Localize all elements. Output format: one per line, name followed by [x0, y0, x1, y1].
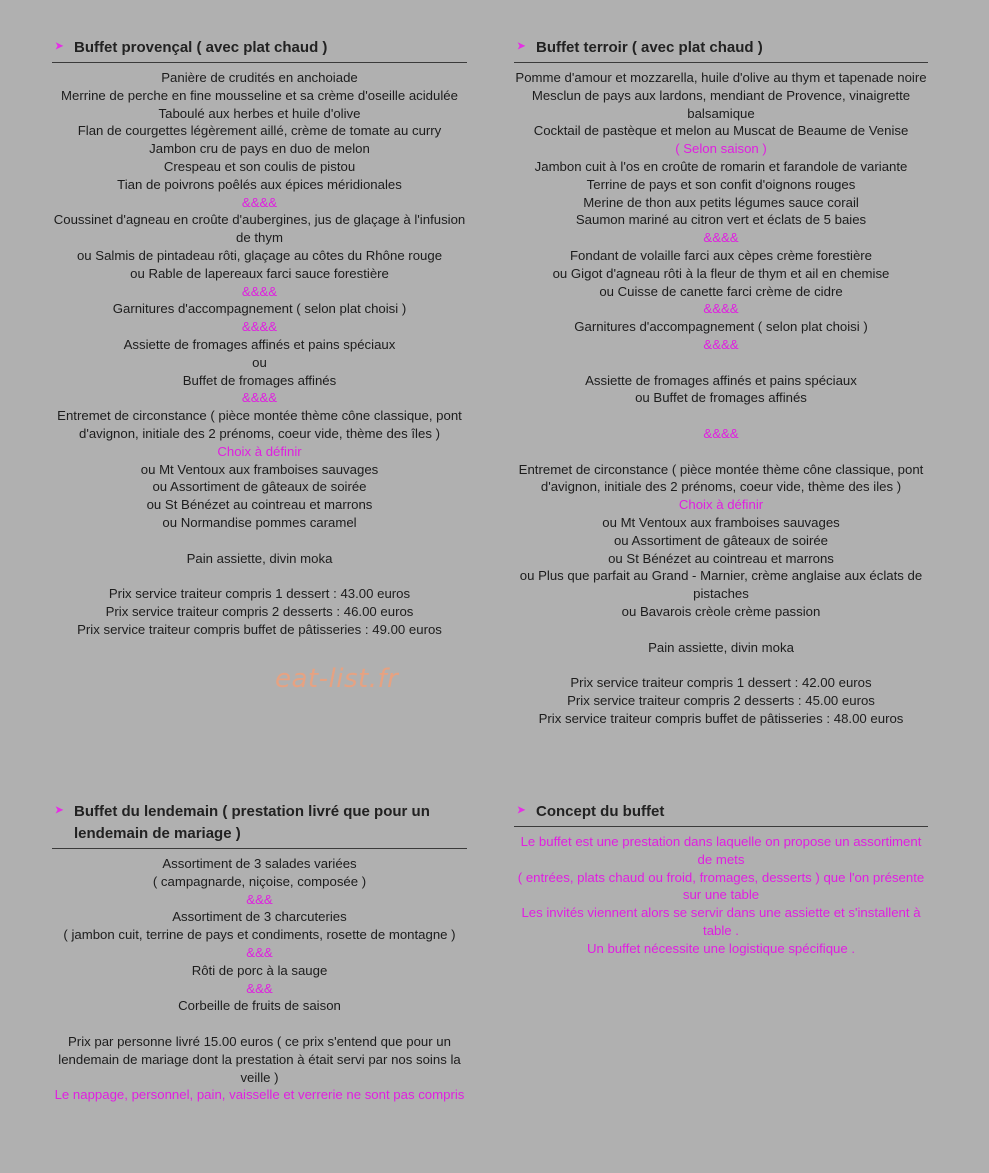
- menu-line: ou Assortiment de gâteaux de soirée: [152, 479, 367, 495]
- menu-line: ( campagnarde, niçoise, composée ): [152, 873, 367, 889]
- separator-ornament: &&&: [246, 944, 273, 960]
- menu-line: Buffet de fromages affinés: [182, 372, 337, 388]
- separator-ornament: &&&&: [241, 390, 278, 406]
- menu-line: ou Rable de lapereaux farci sauce forestière: [130, 265, 389, 281]
- blank-line: [514, 407, 928, 425]
- menu-line: Assiette de fromages affinés et pains spéciaux: [123, 336, 396, 352]
- arrow-right-icon: ➤: [517, 805, 526, 816]
- menu-line: ou Gigot d'agneau rôti à la fleur de thym et ail en chemise: [552, 265, 890, 281]
- menu-line: Cocktail de pastèque et melon au Muscat de Beaume de Venise: [533, 123, 909, 139]
- section-title: [514, 37, 928, 63]
- blank-line: [514, 443, 928, 461]
- menu-line: ou St Bénézet au cointreau et marrons: [146, 497, 373, 513]
- blank-line: [52, 1015, 467, 1033]
- separator-ornament: &&&&: [241, 283, 278, 299]
- separator-ornament: &&&&: [703, 336, 739, 352]
- menu-line: ou Cuisse de canette farci crème de cidre: [599, 283, 843, 299]
- menu-line: Rôti de porc à la sauge: [191, 962, 328, 978]
- menu-line: ou Bavarois crèole crème passion: [621, 603, 821, 619]
- menu-line: ou Plus que parfait au Grand - Marnier, crème anglaise aux éclats de pistaches: [519, 568, 923, 602]
- menu-line: Entremet de circonstance ( pièce montée thème cône classique, pont d'avignon, initiale des 2 prénoms, coeur vide, thème des iles ): [518, 461, 924, 495]
- arrow-right-icon: ➤: [55, 805, 64, 816]
- menu-line: Un buffet nécessite une logistique spécifique .: [586, 940, 856, 956]
- menu-line: ou Assortiment de gâteaux de soirée: [613, 532, 829, 548]
- menu-line: Panière de crudités en anchoiade: [161, 70, 358, 85]
- section-title-text: Buffet provençal ( avec plat chaud ): [74, 39, 328, 56]
- menu-line: Assiette de fromages affinés et pains spéciaux: [585, 372, 857, 388]
- menu-line: Assortiment de 3 salades variées: [162, 856, 357, 871]
- separator-ornament: &&&&: [241, 319, 278, 335]
- menu-line: ( jambon cuit, terrine de pays et condiments, rosette de montagne ): [63, 927, 456, 943]
- menu-line: Assortiment de 3 charcuteries: [172, 909, 347, 925]
- menu-line: Garnitures d'accompagnement ( selon plat choisi ): [112, 301, 407, 317]
- blank-line: [514, 656, 928, 674]
- menu-line: Choix à définir: [678, 497, 764, 513]
- menu-line: Prix service traiteur compris 1 dessert : 43.00 euros: [108, 586, 411, 602]
- menu-list: [514, 69, 928, 727]
- concept-text: [514, 833, 928, 958]
- section-title-text: Concept du buffet: [536, 803, 665, 820]
- menu-line: Jambon cuit à l'os en croûte de romarin et farandole de variante: [534, 158, 908, 174]
- separator-ornament: &&&&: [703, 425, 739, 441]
- section-title: [514, 801, 928, 827]
- arrow-right-icon: ➤: [55, 41, 64, 52]
- menu-list: [52, 855, 467, 1104]
- menu-line: Prix service traiteur compris buffet de pâtisseries : 49.00 euros: [77, 621, 442, 637]
- menu-line: Pain assiette, divin moka: [648, 639, 794, 655]
- menu-line: Les invités viennent alors se servir dans une assiette et s'installent à table .: [521, 905, 921, 938]
- menu-line: Choix à définir: [217, 443, 302, 459]
- blank-line: [52, 532, 467, 550]
- menu-list: [52, 69, 467, 639]
- section-buffet-lendemain: [52, 801, 467, 1104]
- menu-line: Prix service traiteur compris 2 desserts : 45.00 euros: [567, 692, 875, 708]
- menu-line: ou Mt Ventoux aux framboises sauvages: [602, 514, 840, 530]
- menu-line: ( Selon saison ): [675, 141, 767, 157]
- menu-line: Taboulé aux herbes et huile d'olive: [158, 105, 361, 121]
- arrow-right-icon: ➤: [517, 41, 526, 52]
- menu-line: Fondant de volaille farci aux cèpes crème forestière: [570, 247, 872, 263]
- menu-line: Coussinet d'agneau en croûte d'aubergines, jus de glaçage à l'infusion de thym: [53, 212, 466, 246]
- separator-ornament: &&&: [246, 980, 273, 996]
- blank-line: [514, 621, 928, 639]
- menu-line: ( entrées, plats chaud ou froid, fromages, desserts ) que l'on présente sur une table: [517, 869, 925, 903]
- menu-line: Corbeille de fruits de saison: [178, 998, 341, 1014]
- section-title: [52, 37, 467, 63]
- section-buffet-terroir: [514, 37, 928, 727]
- menu-line: Garnitures d'accompagnement ( selon plat choisi ): [574, 319, 868, 335]
- section-buffet-provencal: [52, 37, 467, 639]
- menu-line: Jambon cru de pays en duo de melon: [149, 141, 370, 157]
- section-concept-du-buffet: [514, 801, 928, 958]
- menu-line: Merrine de perche en fine mousseline et sa crème d'oseille acidulée: [61, 87, 458, 103]
- section-title: [52, 801, 467, 849]
- menu-line: ou Mt Ventoux aux framboises sauvages: [140, 461, 379, 477]
- menu-line: Crespeau et son coulis de pistou: [163, 158, 356, 174]
- menu-line: ou: [252, 354, 267, 370]
- menu-line: Terrine de pays et son confit d'oignons rouges: [586, 176, 856, 192]
- menu-line: ou St Bénézet au cointreau et marrons: [608, 550, 834, 566]
- menu-line: ou Buffet de fromages affinés: [635, 390, 807, 406]
- menu-line: Prix service traiteur compris 2 desserts : 46.00 euros: [105, 603, 414, 619]
- menu-line: Prix par personne livré 15.00 euros ( ce prix s'entend que pour un lendemain de mariage dont la prestation à était servi par nos soins la veille ): [58, 1033, 461, 1085]
- section-title-text: Buffet terroir ( avec plat chaud ): [536, 39, 763, 56]
- menu-line: ou Normandise pommes caramel: [162, 514, 357, 530]
- menu-line: Saumon mariné au citron vert et éclats de 5 baies: [575, 212, 867, 228]
- menu-line: Pain assiette, divin moka: [186, 550, 333, 566]
- menu-line: Prix service traiteur compris 1 dessert : 42.00 euros: [570, 675, 872, 691]
- separator-ornament: &&&&: [703, 301, 739, 317]
- menu-line: Flan de courgettes légèrement aillé, crème de tomate au curry: [77, 123, 442, 139]
- menu-line: Merine de thon aux petits légumes sauce corail: [583, 194, 859, 210]
- watermark: eat-list.fr: [275, 664, 399, 694]
- menu-line: Mesclun de pays aux lardons, mendiant de Provence, vinaigrette balsamique: [531, 87, 911, 121]
- separator-ornament: &&&&: [241, 194, 278, 210]
- menu-line: Entremet de circonstance ( pièce montée thème cône classique, pont d'avignon, initiale des 2 prénoms, coeur vide, thème des îles ): [57, 408, 462, 441]
- menu-line: Pomme d'amour et mozzarella, huile d'olive au thym et tapenade noire: [515, 70, 927, 85]
- menu-line: Le buffet est une prestation dans laquelle on propose un assortiment de mets: [520, 834, 922, 867]
- separator-ornament: &&&&: [703, 230, 739, 246]
- section-title-text: Buffet du lendemain ( prestation livré que pour un lendemain de mariage ): [74, 803, 430, 842]
- menu-line: ou Salmis de pintadeau rôti, glaçage au côtes du Rhône rouge: [76, 247, 443, 263]
- menu-line: Prix service traiteur compris buffet de pâtisseries : 48.00 euros: [538, 710, 904, 726]
- menu-line: Tian de poivrons poêlés aux épices méridionales: [117, 176, 402, 192]
- separator-ornament: &&&: [246, 891, 273, 907]
- blank-line: [514, 354, 928, 372]
- blank-line: [52, 567, 467, 585]
- menu-line: Le nappage, personnel, pain, vaisselle et verrerie ne sont pas compris: [54, 1087, 465, 1103]
